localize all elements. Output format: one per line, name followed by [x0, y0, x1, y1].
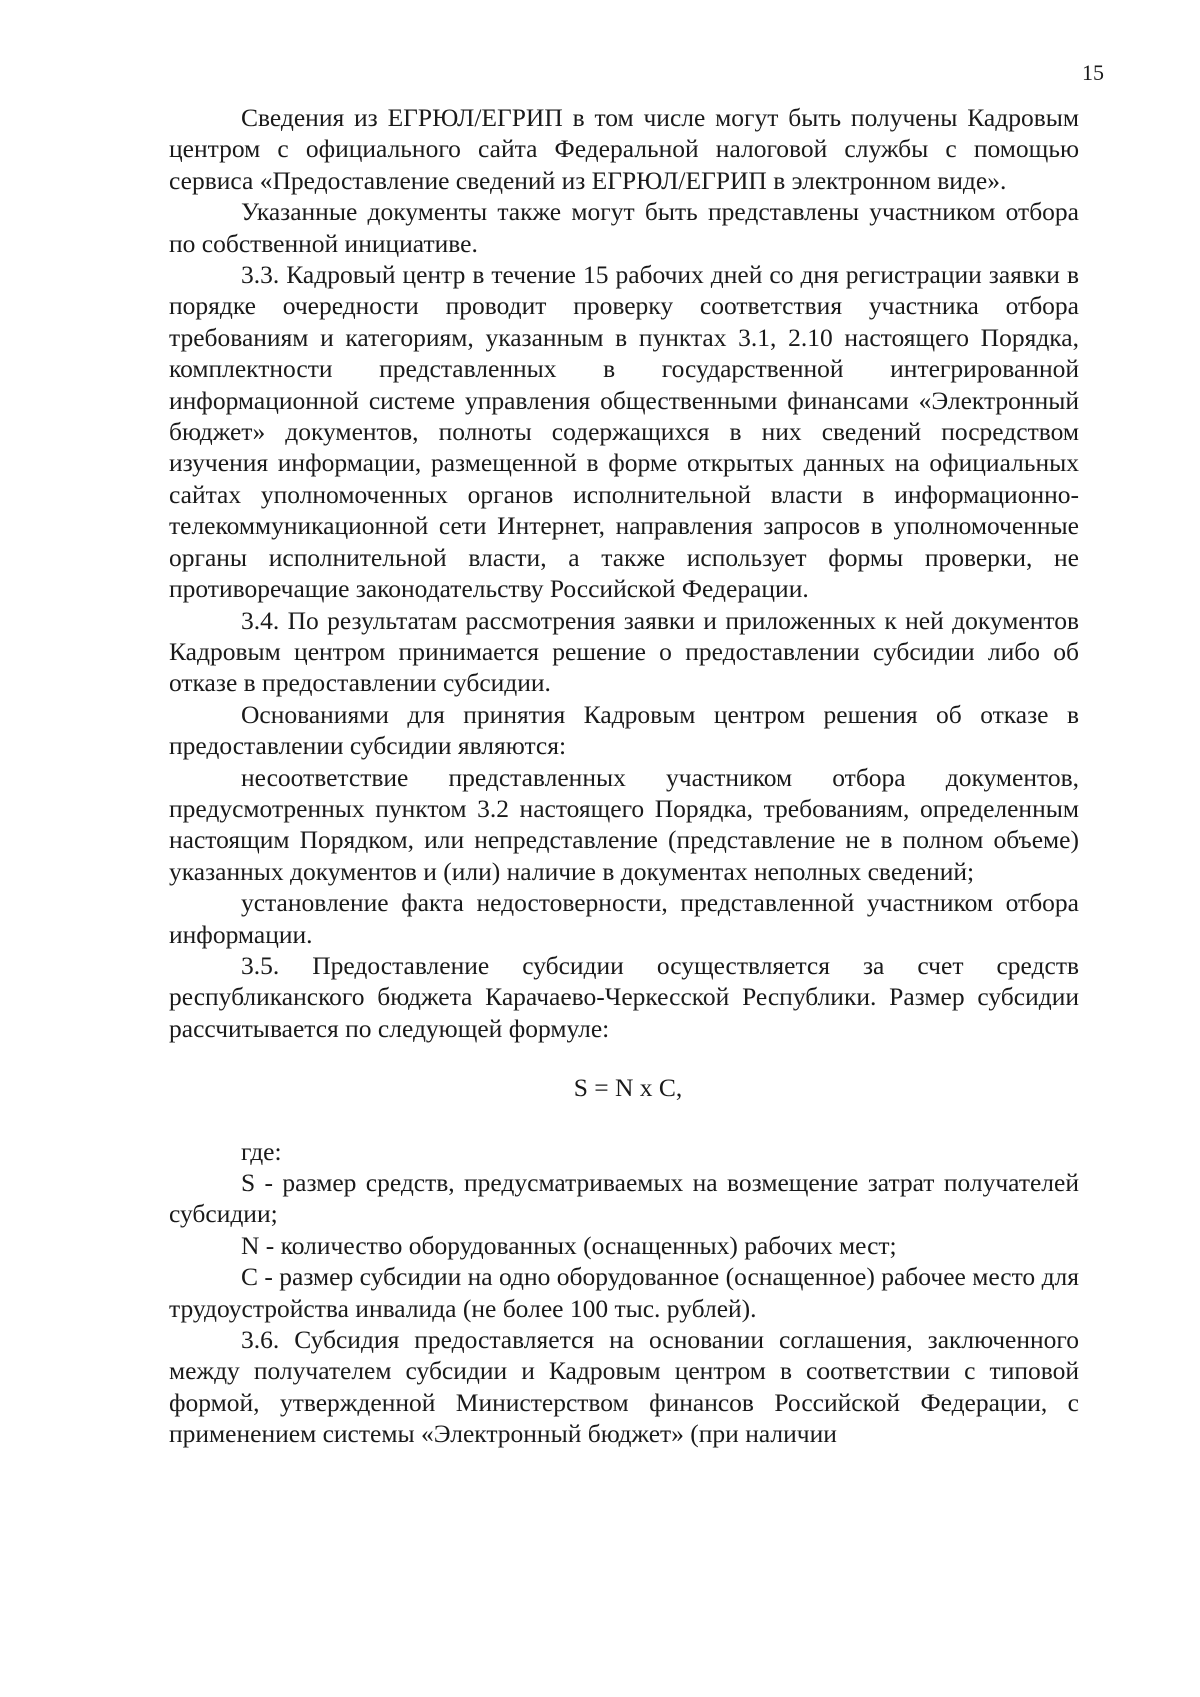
subsidy-formula: S = N x C,: [573, 1073, 683, 1103]
paragraph-3-4: 3.4. По результатам рассмотрения заявки и приложенных к ней документов Кадровым центром принимается решение о предоставлении субсидии либо об отказе в предоставлении субсидии.: [169, 605, 1079, 698]
paragraph-3-3: 3.3. Кадровый центр в течение 15 рабочих дней со дня регистрации заявки в порядке очередности проводит проверку соответствия участника отбора требованиям и категориям, указанным в пунктах 3.1, 2.10 настоящего Порядка, комплектности представленных в государственной интегрированной информационной системе управления общественными финансами «Электронный бюджет» документов, полноты содержащихся в них сведений посредством изучения информации, размещенной в форме открытых данных на официальных сайтах уполномоченных органов исполнительной власти в информационно-телекоммуникационной сети Интернет, направления запросов в уполномоченные органы исполнительной власти, а также использует формы проверки, не противоречащие законодательству Российской Федерации.: [169, 260, 1079, 604]
definition-s: S - размер средств, предусматриваемых на возмещение затрат получателей субсидии;: [169, 1168, 1079, 1229]
paragraph-own-initiative: Указанные документы также могут быть представлены участником отбора по собственной инициативе.: [169, 197, 1079, 258]
paragraph-refusal-grounds: Основаниями для принятия Кадровым центром решения об отказе в предоставлении субсидии являются:: [169, 699, 1079, 761]
paragraph-3-6: 3.6. Субсидия предоставляется на основании соглашения, заключенного между получателем субсидии и Кадровым центром в соответствии с типовой формой, утвержденной Министерством финансов Российской Федерации, с применением системы «Электронный бюджет» (при наличии: [169, 1325, 1079, 1449]
paragraph-egrul-info: Сведения из ЕГРЮЛ/ЕГРИП в том числе могут быть получены Кадровым центром с официального сайта Федеральной налоговой службы с помощью сервиса «Предоставление сведений из ЕГРЮЛ/ЕГРИП в электронном виде».: [169, 103, 1079, 195]
definition-c: C - размер субсидии на одно оборудованное (оснащенное) рабочее место для трудоустройства инвалида (не более 100 тыс. рублей).: [169, 1262, 1079, 1323]
paragraph-refusal-ground-2: установление факта недостоверности, представленной участником отбора информации.: [169, 888, 1079, 949]
document-body: [169, 102, 1079, 1450]
where-label: где:: [241, 1136, 282, 1166]
paragraph-refusal-ground-1: несоответствие представленных участником отбора документов, предусмотренных пунктом 3.2 настоящего Порядка, требованиям, определенным настоящим Порядком, или непредставление (представление не в полном объеме) указанных документов и (или) наличие в документах неполных сведений;: [169, 762, 1079, 886]
paragraph-3-5: 3.5. Предоставление субсидии осуществляется за счет средств республиканского бюджета Карачаево-Черкесской Республики. Размер субсидии рассчитывается по следующей формуле:: [169, 950, 1079, 1043]
page-number: 15: [1082, 60, 1104, 85]
definition-n: N - количество оборудованных (оснащенных) рабочих мест;: [241, 1230, 897, 1260]
